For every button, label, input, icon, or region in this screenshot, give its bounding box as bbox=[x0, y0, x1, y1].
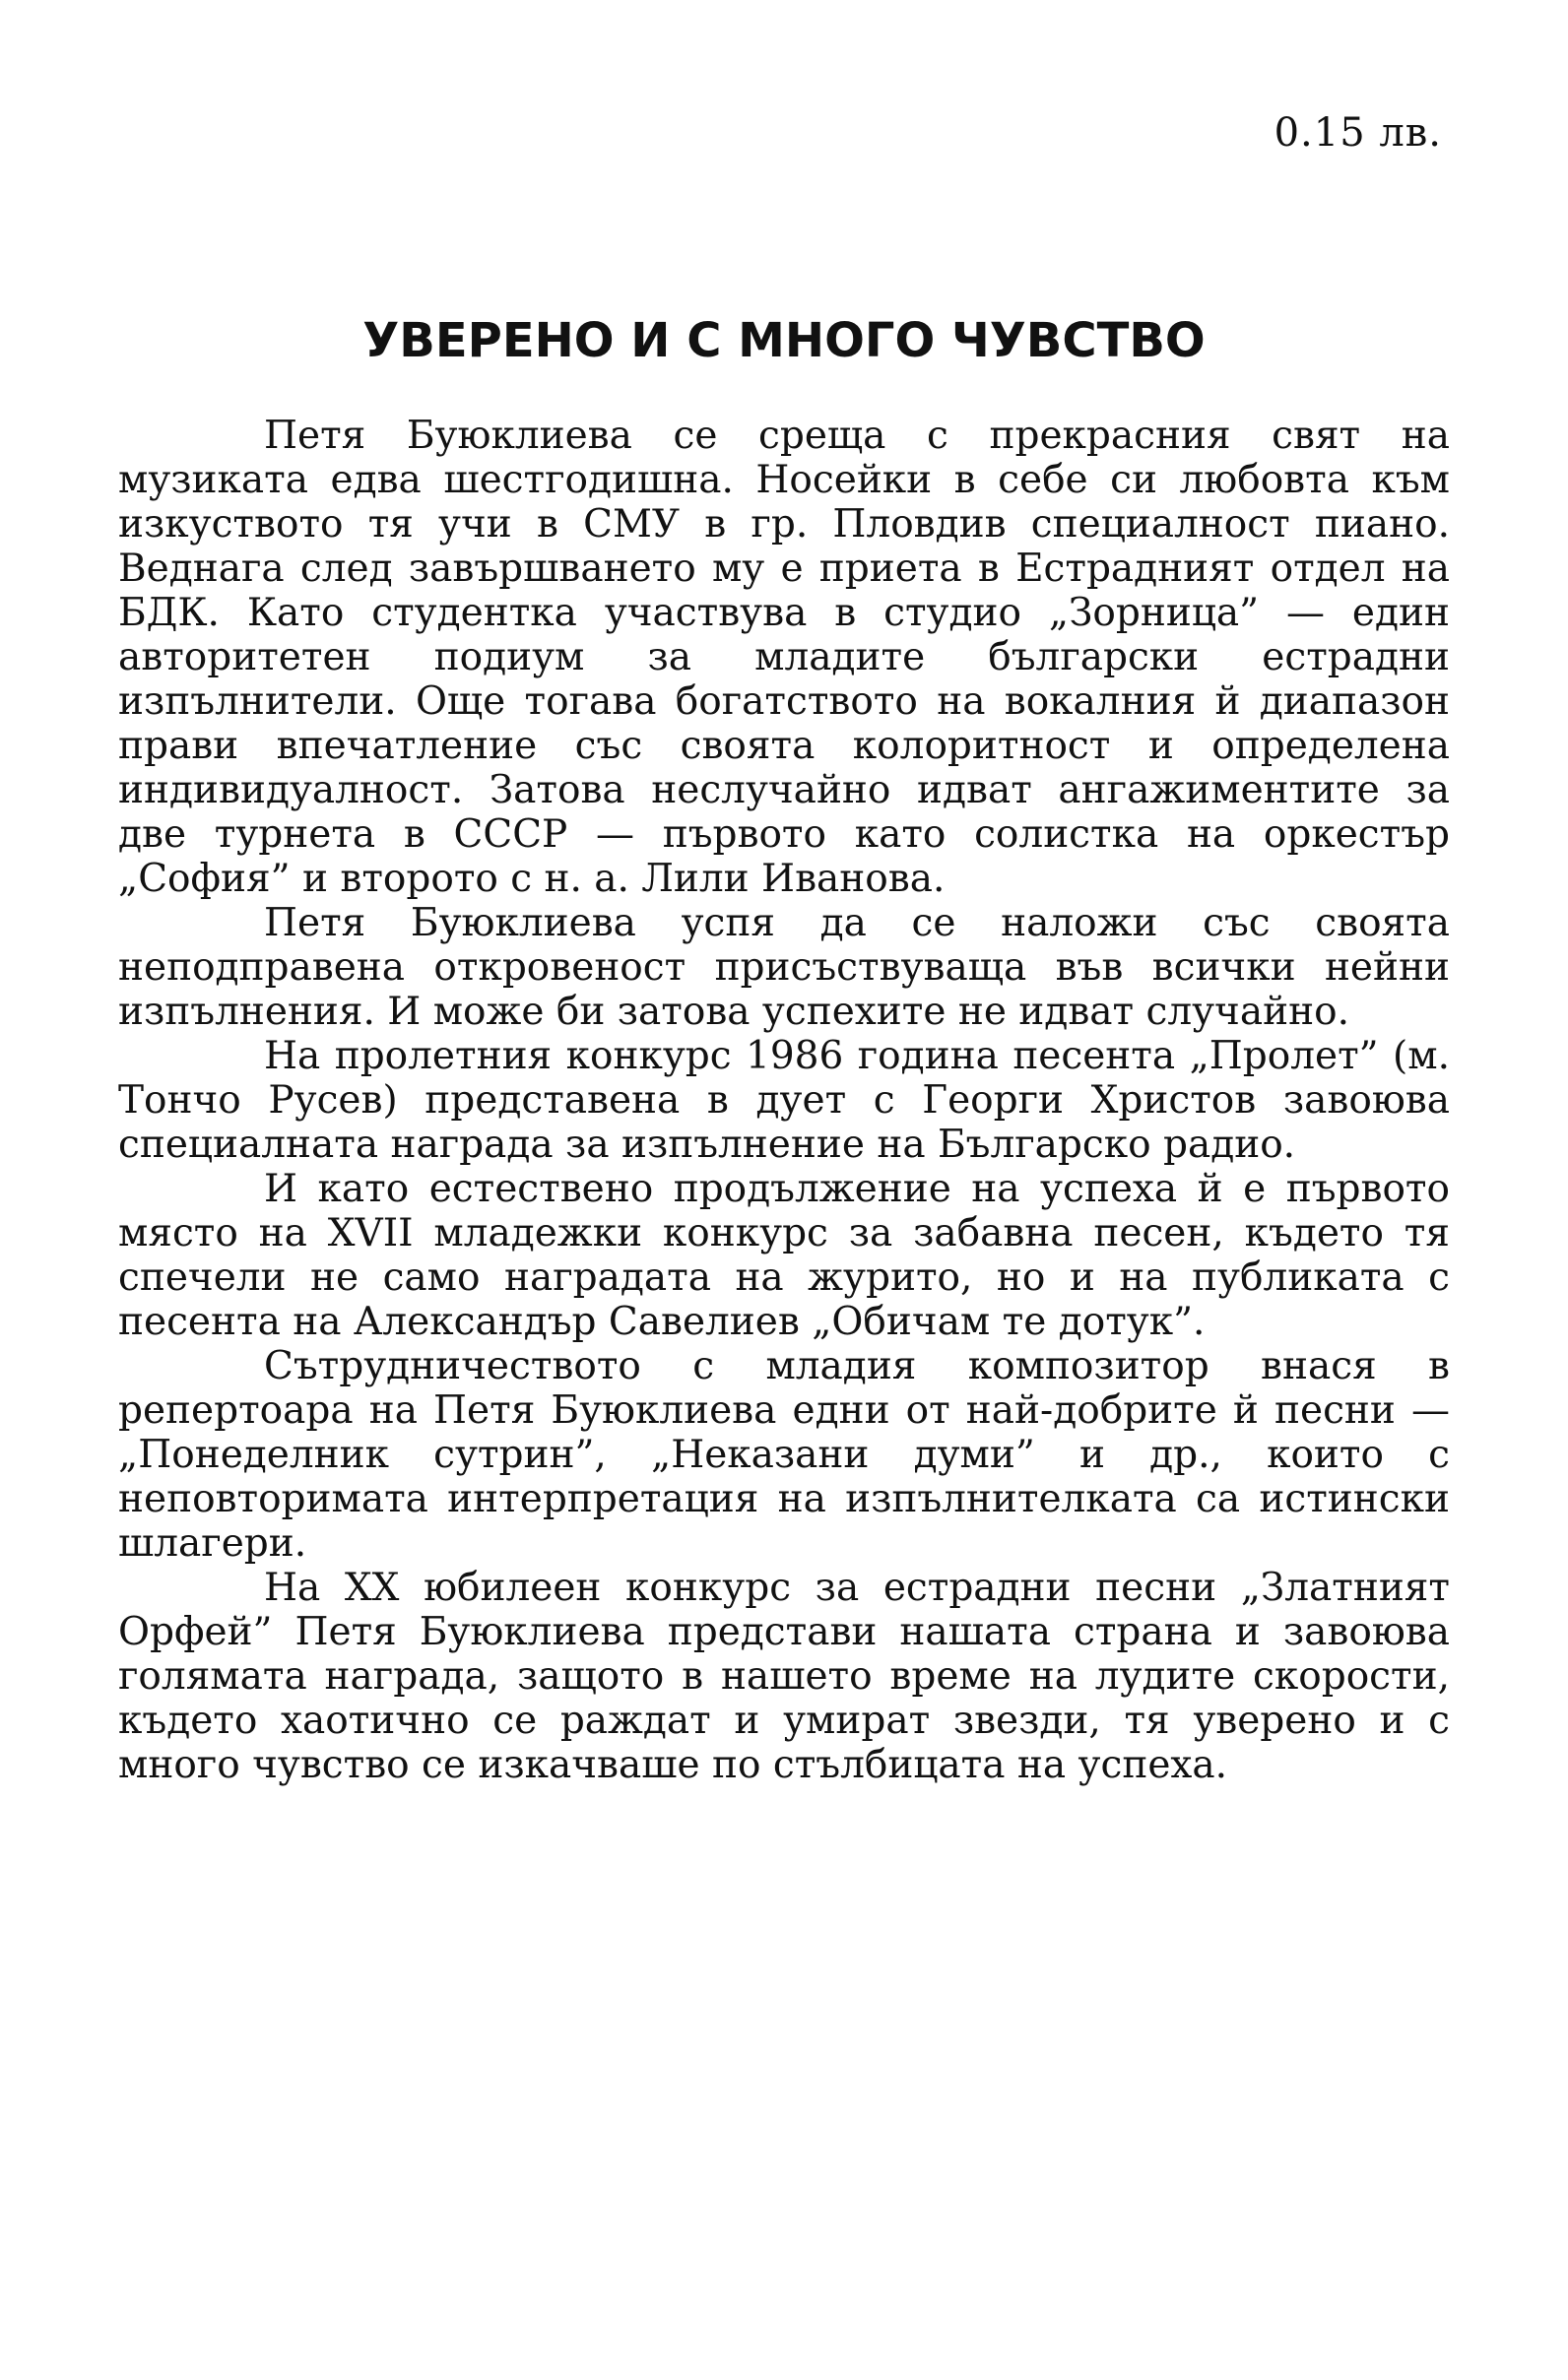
price-label: 0.15 лв. bbox=[1274, 110, 1442, 156]
article-paragraph: Петя Буюклиева се среща с прекрасния свят на музиката едва шестгодишна. Носейки в себе си любовта към изкуството тя учи в СМУ в гр. Пловдив специалност пиано. Веднага след завършването му е приета в Естрадният отдел на БДК. Като студентка участвува в студио „Зорница” — един авторитетен подиум за младите български естрадни изпълнители. Още тогава богатството на вокалния й диапазон прави впечатление със своята колоритност и определена индивидуалност. Затова неслучайно идват ангажиментите за две турнета в СССР — първото като солистка на оркестър „София” и второто с н. а. Лили Иванова. bbox=[118, 414, 1450, 901]
article-paragraph: И като естествено продължение на успеха й е първото място на XVII младежки конкурс за забавна песен, където тя спечели не само наградата на журито, но и на публиката с песента на Александър Савелиев „Обичам те дотук”. bbox=[118, 1167, 1450, 1344]
article-paragraph: Сътрудничеството с младия композитор внася в репертоара на Петя Буюклиева едни от най-добрите й песни — „Понеделник сутрин”, „Неказани думи” и др., които с неповторимата интерпретация на изпълнителката са истински шлагери. bbox=[118, 1344, 1450, 1566]
article-paragraph: На пролетния конкурс 1986 година песента „Пролет” (м. Тончо Русев) представена в дует с Георги Христов завоюва специалната награда за изпълнение на Българско радио. bbox=[118, 1034, 1450, 1167]
article-paragraph: На XX юбилеен конкурс за естрадни песни „Златният Орфей” Петя Буюклиева представи нашата страна и завоюва голямата награда, защото в нашето време на лудите скорости, където хаотично се раждат и умират звезди, тя уверено и с много чувство се изкачваше по стълбицата на успеха. bbox=[118, 1566, 1450, 1787]
article-paragraph: Петя Буюклиева успя да се наложи със своята неподправена откровеност присъствуваща във всички нейни изпълнения. И може би затова успехите не идват случайно. bbox=[118, 901, 1450, 1034]
article-body bbox=[118, 414, 1450, 1787]
article-title: УВЕРЕНО И С МНОГО ЧУВСТВО bbox=[362, 313, 1206, 368]
